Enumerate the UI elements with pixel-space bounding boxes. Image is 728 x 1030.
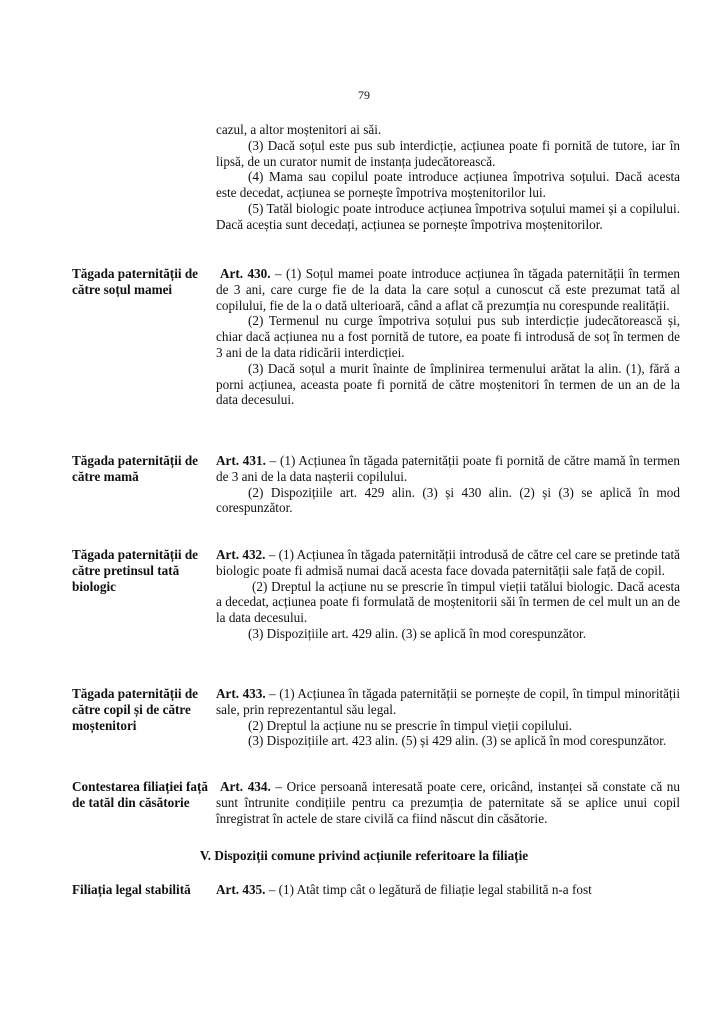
article-text: – (1) Acțiunea în tăgada paternității se pornește de copil, în timpul minorității sale, prin reprezentantul său legal. [216,686,680,717]
article-430 [216,266,680,408]
article-text: – Orice persoană interesată poate cere, oricând, instanței să constate că nu sunt întrunite condițiile pentru ca prezumția de paternitate să se aplice unui copil înregistrat în actele de stare civilă ca fiind născut din căsătorie. [216,779,680,826]
article-number: Art. 434. [220,779,271,794]
article-432 [216,547,680,642]
intro-text [216,122,680,233]
article-text: – (1) Acțiunea în tăgada paternității poate fi pornită de către mamă în termen de 3 ani de la data nașterii copilului. [216,453,680,484]
paragraph: (3) Dispozițiile art. 423 alin. (5) și 429 alin. (3) se aplică în mod corespunzător. [248,733,667,749]
article-number: Art. 432. [216,547,266,562]
section-heading: V. Dispoziții comune privind acțiunile referitoare la filiație [199,848,529,863]
margin-note-art-433: Tăgada paternității de către copil și de către moștenitori [72,686,199,733]
margin-note-art-432: Tăgada paternității de către pretinsul tată biologic [72,547,199,594]
article-paragraph [216,686,680,718]
paragraph: (4) Mama sau copilul poate introduce acțiunea împotriva soțului. Dacă acesta este decedat, acțiunea se pornește împotriva moștenitorilor lui. [216,169,680,201]
article-number: Art. 430. [220,266,271,281]
margin-note-art-430: Tăgada paternității de către soțul mamei [72,266,199,297]
margin-note-art-434: Contestarea filiației față de tatăl din căsătorie [72,779,208,810]
article-number: Art. 435. [216,882,266,897]
paragraph: (3) Dispozițiile art. 429 alin. (3) se aplică în mod corespunzător. [248,625,587,641]
article-number: Art. 433. [216,686,266,701]
article-paragraph [216,266,680,313]
article-434 [216,779,680,826]
margin-note-art-431: Tăgada paternității de către mamă [72,453,199,484]
article-text: – (1) Acțiunea în tăgada paternității introdusă de către cel care se pretinde tată biologic poate fi admisă numai dacă acesta face dovada paternității sale față de copil. [216,547,680,578]
page-number: 79 [358,88,370,102]
margin-note-art-435: Filiația legal stabilită [72,882,191,897]
paragraph: (2) Dispozițiile art. 429 alin. (3) și 430 alin. (2) și (3) se aplică în mod corespunzător. [216,484,680,516]
article-text: – (1) Atât timp cât o legătură de filiație legal stabilită n-a fost [265,882,592,897]
article-number: Art. 431. [216,453,266,468]
paragraph: (3) Dacă soțul este pus sub interdicție, acțiunea poate fi pornită de tutore, iar în lipsă, de un curator numit de instanța judecătorească. [216,137,680,169]
article-435 [216,882,680,898]
article-433 [216,686,680,749]
article-431 [216,453,680,516]
article-paragraph [216,547,680,579]
paragraph: cazul, a altor moștenitori ai săi. [216,122,382,137]
article-paragraph [216,779,680,826]
paragraph: (5) Tatăl biologic poate introduce acțiunea împotriva soțului mamei și a copilului. Dacă aceștia sunt decedați, acțiunea se pornește împotriva moștenitorilor. [216,200,680,232]
article-text: – (1) Soțul mamei poate introduce acțiunea în tăgada paternității în termen de 3 ani, care curge fie de la data la care soțul a cunoscut că este prezumat tată al copilului, fie de la o dată ulterioară, când a aflat că prezumția nu corespunde realității. [216,266,680,313]
paragraph: (2) Dreptul la acțiune nu se prescrie în timpul vieții tatălui biologic. Dacă acesta a decedat, acțiunea poate fi formulată de moștenitorii săi în termen de cel mult un an de la data decesului. [216,578,680,626]
paragraph: (3) Dacă soțul a murit înainte de împlinirea termenului arătat la alin. (1), fără a porni acțiunea, aceasta poate fi pornită de către moștenitori în termen de un an de la data decesului. [216,360,680,408]
article-paragraph [216,882,680,898]
article-paragraph [216,453,680,485]
paragraph: (2) Termenul nu curge împotriva soțului pus sub interdicție judecătorească și, chiar dacă acțiunea nu a fost pornită de tutore, ea poate fi introdusă de soț în termen de 3 ani de la data ridicării interdicției. [216,313,680,360]
paragraph: (2) Dreptul la acțiune nu se prescrie în timpul vieții copilului. [248,717,573,733]
